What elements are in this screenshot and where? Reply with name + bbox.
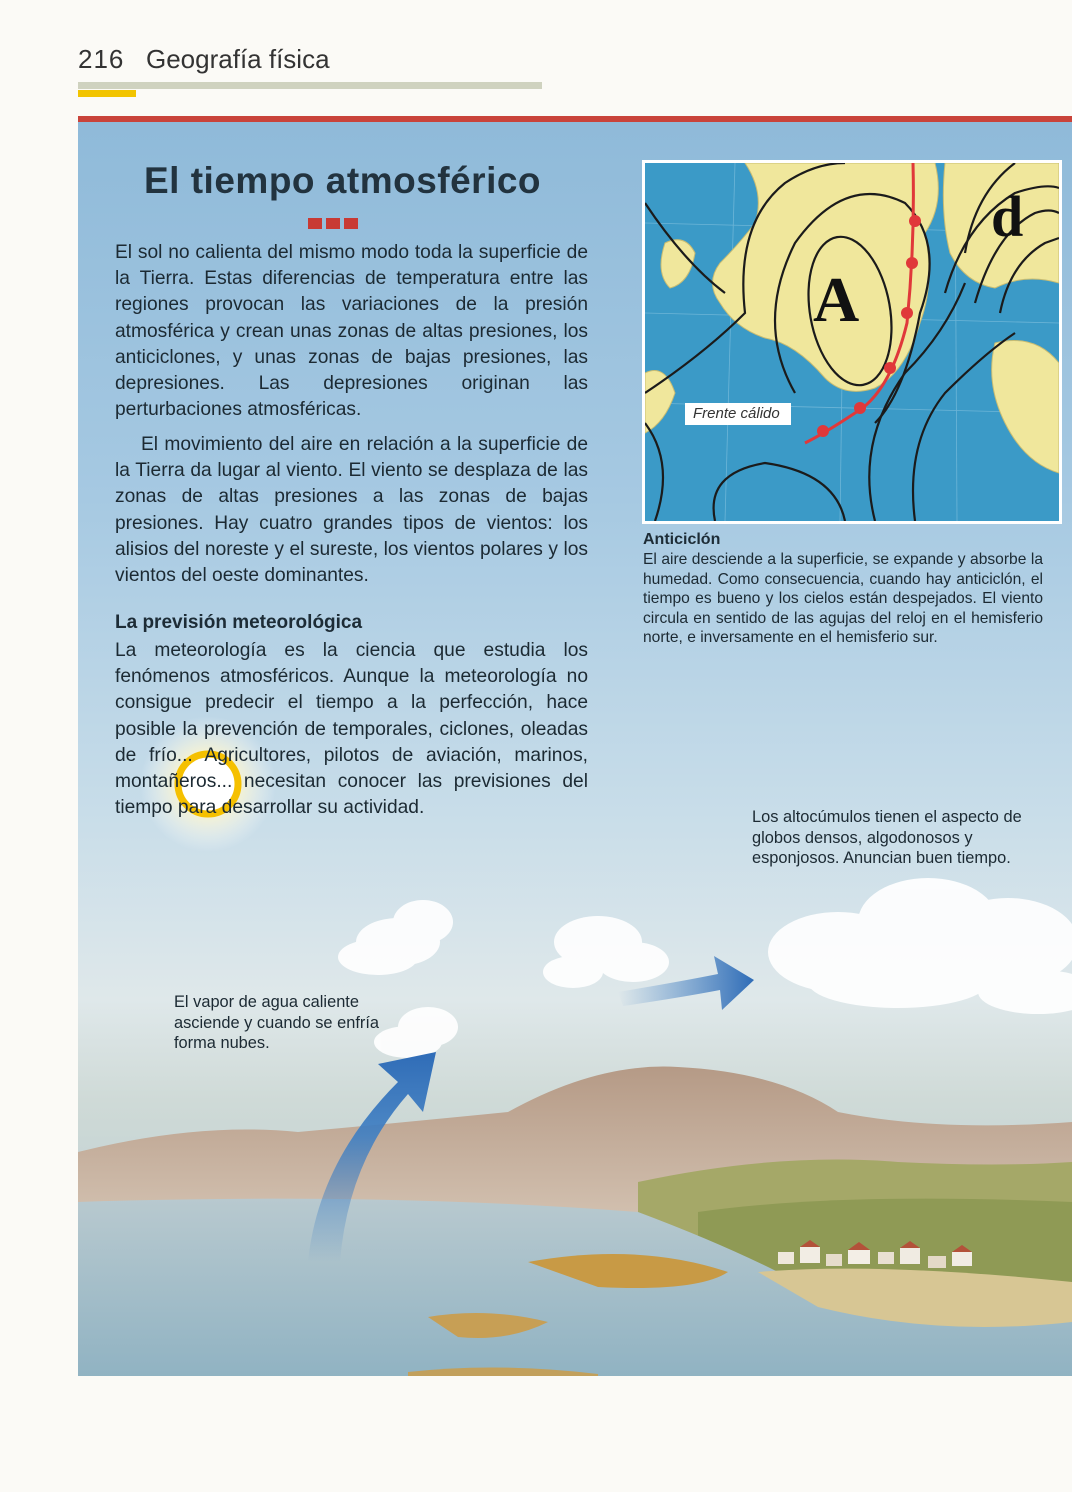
map-caption-text: El aire desciende a la superficie, se expande y absorbe la humedad. Como consecuencia, cuando hay anticiclón, el tiempo es bueno y los cielos están despejados. El viento circula en sentido de las agujas del reloj en el hemisferio norte, e inversamente en el hemisferio sur. (643, 551, 1043, 647)
map-caption-title: Anticiclón (643, 531, 721, 548)
paragraph-forecast: La meteorología es la ciencia que estudia los fenómenos atmosféricos. Aunque la meteorología no consigue predecir el tiempo a la perfección, hace posible la prevención de temporales, ciclones, oleadas de frío... Agricultores, pilotos de aviación, marinos, montañeros... necesitan conocer las previsiones del tiempo para desarrollar su actividad. (115, 640, 588, 819)
article-panel (78, 116, 1072, 1376)
high-pressure-symbol: A (813, 264, 860, 335)
cloud-icon (338, 878, 1072, 1058)
low-pressure-symbol: d (991, 184, 1024, 249)
altocumulus-note: Los altocúmulos tienen el aspecto de globos densos, algodonosos y esponjosos. Anuncian buen tiempo. (752, 808, 1022, 867)
vapor-note: El vapor de agua caliente asciende y cuando se enfría forma nubes. (174, 993, 380, 1052)
section-title: Geografía física (146, 44, 330, 74)
front-label: Frente cálido (685, 403, 791, 425)
weather-map (642, 160, 1062, 524)
header-accent-bar (78, 90, 136, 97)
page-header (78, 44, 548, 104)
header-rule (78, 82, 542, 89)
title-decoration (308, 216, 362, 234)
paragraph-wind: El movimiento del aire en relación a la superficie de la Tierra da lugar al viento. El viento se desplaza de las zonas de altas presiones a las zonas de bajas presiones. Hay cuatro grandes tipos de vientos: los alisios del noreste y el sureste, los vientos polares y los vientos del oeste dominantes. (115, 434, 588, 587)
paragraph-intro: El sol no calienta del mismo modo toda la superficie de la Tierra. Estas diferencias de temperatura entre las regiones provocan las variaciones de la presión atmosférica y crean unas zonas de altas presiones, los anticiclones, y unas zonas de bajas presiones, las depresiones. Las depresiones originan las perturbaciones atmosféricas. (115, 242, 588, 421)
page-title: El tiempo atmosférico (144, 160, 542, 201)
page-number: 216 (78, 44, 125, 74)
subheading-forecast: La previsión meteorológica (115, 612, 363, 633)
